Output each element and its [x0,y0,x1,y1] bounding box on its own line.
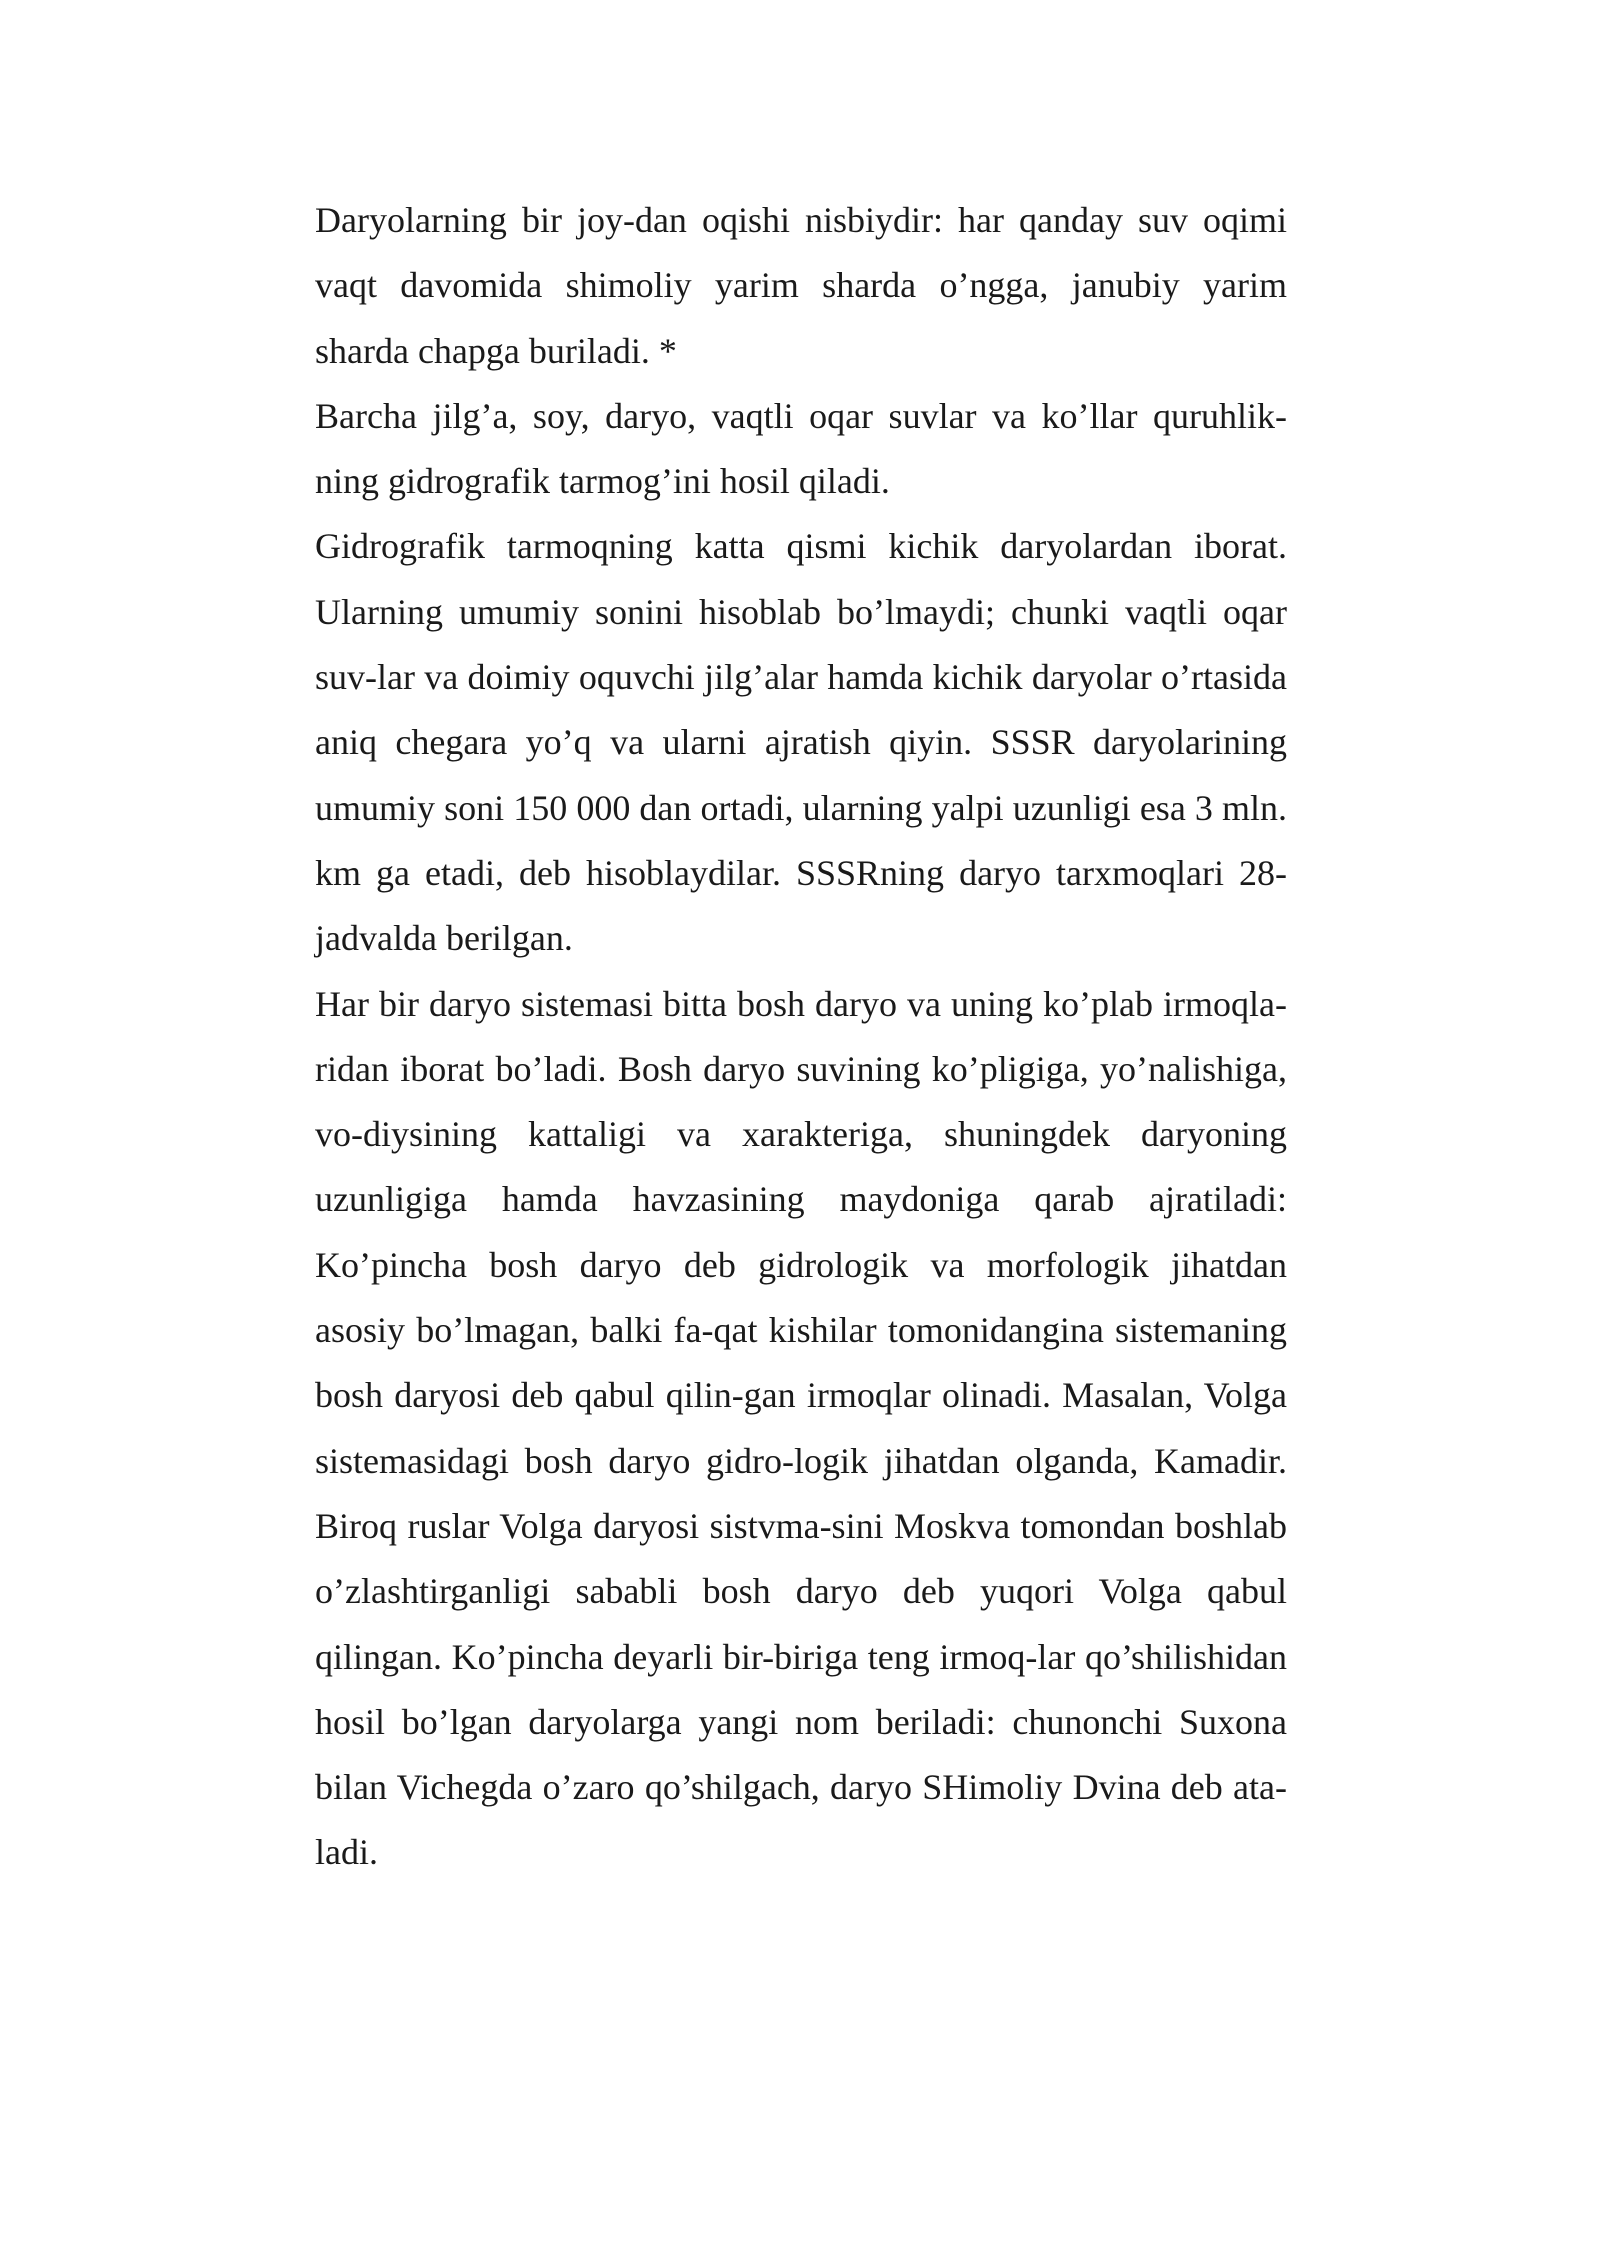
paragraph-small-rivers: Gidrografik tarmoqning katta qismi kichik daryolardan iborat. Ularning umumiy sonini hisoblab bo’lmaydi; chunki vaqtli oqar suv-lar va doimiy oquvchi jilg’alar hamda kichik daryolar o’rtasida aniq chegara yo’q va ularni ajratish qiyin. SSSR daryolarining umumiy soni 150 000 dan ortadi, ularning yalpi uzunligi esa 3 mln. km ga etadi, deb hisoblaydilar. SSSRning daryo tarxmoqlari 28- jadvalda berilgan. [315,526,1287,959]
body-text [315,188,1287,1886]
paragraph-hydrographic-network: Barcha jilg’a, soy, daryo, vaqtli oqar suvlar va ko’llar quruhlik-ning gidrografik tarmog’ini hosil qiladi. [315,395,1287,502]
paragraph-river-deflection: Daryolarning bir joy-dan oqishi nisbiydir: har qanday suv oqimi vaqt davomida shimoliy yarim sharda o’ngga, janubiy yarim sharda chapga buriladi. * [315,200,1287,371]
paragraph-river-system: Har bir daryo sistemasi bitta bosh daryo va uning ko’plab irmoqla-ridan iborat bo’ladi. Bosh daryo suvining ko’pligiga, yo’nalishiga, vo-diysining kattaligi va xarakteriga, shuningdek daryoning uzunligiga hamda havzasining maydoniga qarab ajratiladi: Ko’pincha bosh daryo deb gidrologik va morfologik jihatdan asosiy bo’lmagan, balki fa-qat kishilar tomonidangina sistemaning bosh daryosi deb qabul qilin-gan irmoqlar olinadi. Masalan, Volga sistemasidagi bosh daryo gidro-logik jihatdan olganda, Kamadir. Biroq ruslar Volga daryosi sistvma-sini Moskva tomondan boshlab o’zlashtirganligi sababli bosh daryo deb yuqori Volga qabul qilingan. Ko’pincha deyarli bir-biriga teng irmoq-lar qo’shilishidan hosil bo’lgan daryolarga yangi nom beriladi: chunonchi Suxona bilan Vichegda o’zaro qo’shilgach, daryo SHimoliy Dvina deb ata-ladi. [315,983,1287,1873]
